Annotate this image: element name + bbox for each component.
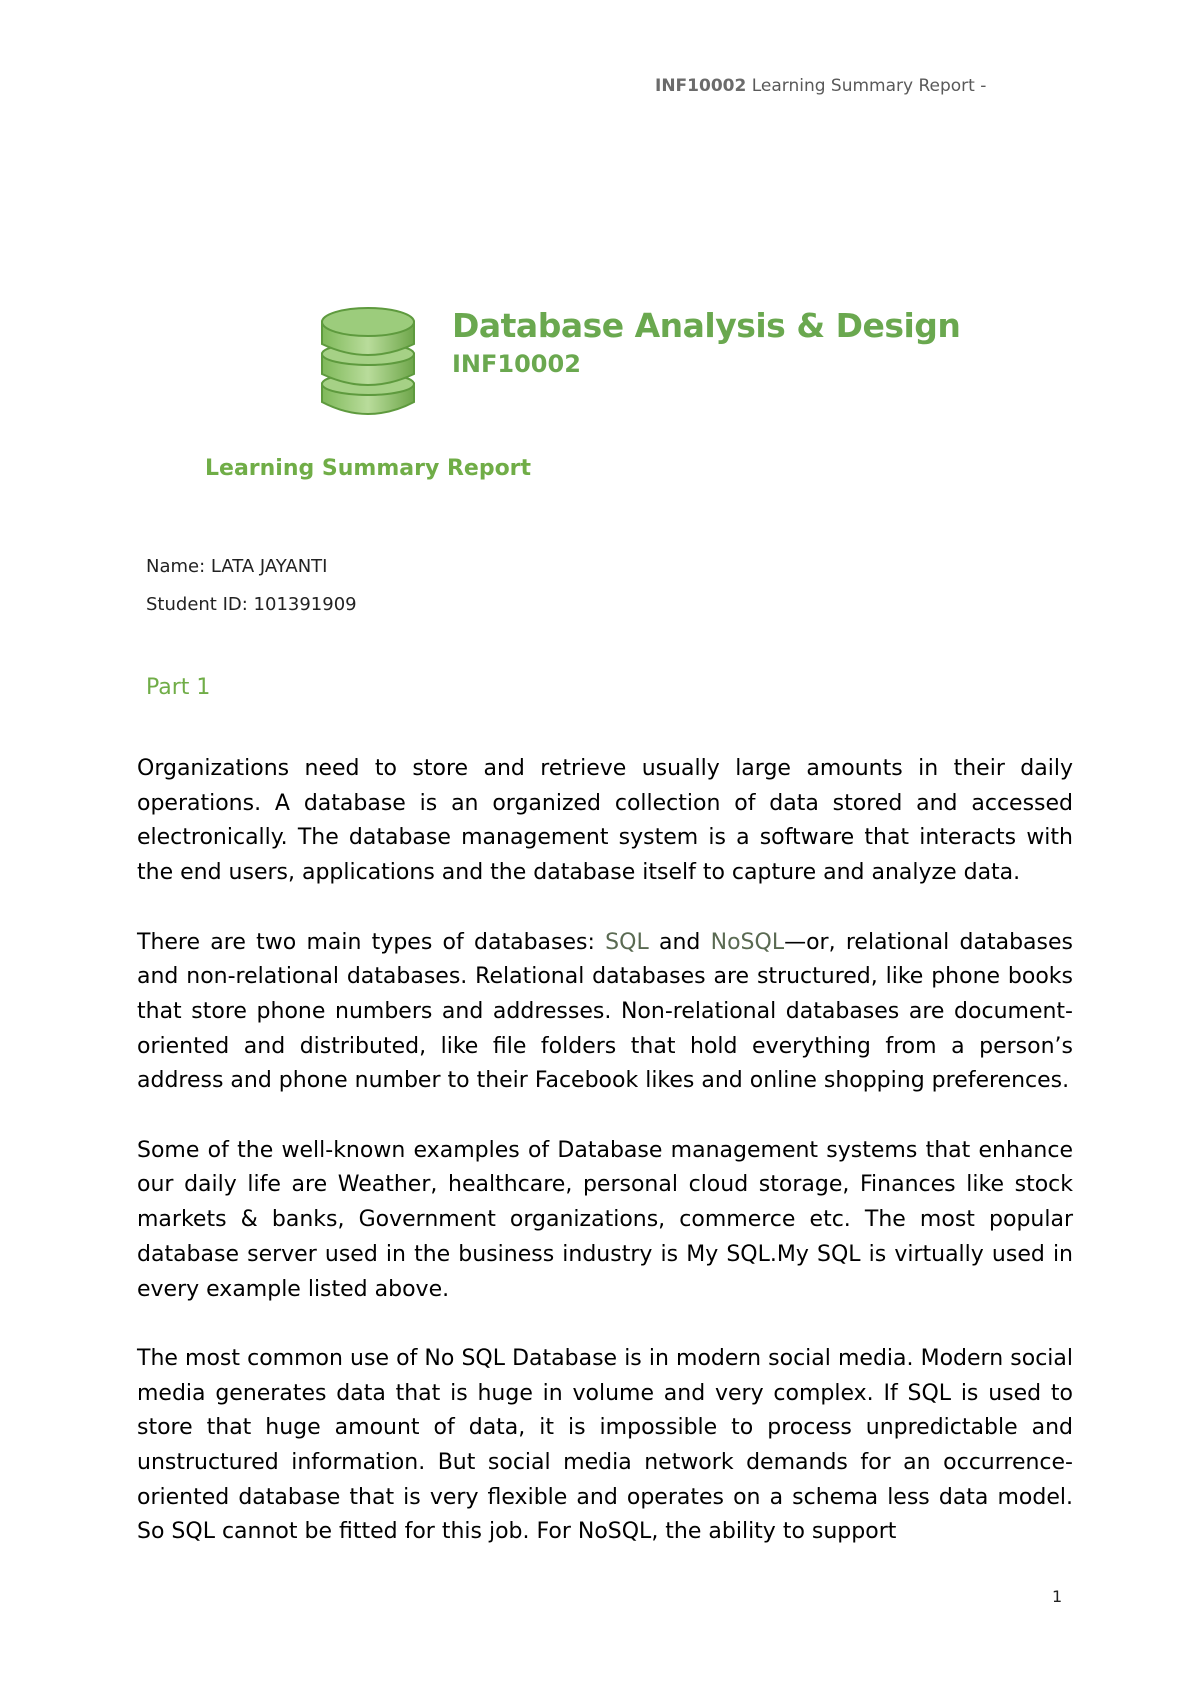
- part-heading: Part 1: [146, 675, 211, 700]
- student-name: Name: LATA JAYANTI: [146, 556, 328, 577]
- paragraph-4: The most common use of No SQL Database is in modern social media. Modern social media generates data that is huge in volume and very complex. If SQL is used to store that huge amount of data, it is impossible to process unpredictable and unstructured information. But social media network demands for an occurrence-oriented database that is very flexible and operates on a schema less data model. So SQL cannot be fitted for this job. For NoSQL, the ability to support: [137, 1345, 1073, 1545]
- paragraph-2-and: and: [648, 929, 711, 955]
- header-title: Learning Summary Report -: [746, 76, 987, 96]
- database-icon: [318, 302, 418, 420]
- student-id: Student ID: 101391909: [146, 594, 357, 615]
- page-header: [655, 76, 986, 96]
- report-title: Learning Summary Report: [205, 456, 532, 481]
- logo-course-code: INF10002: [452, 350, 581, 378]
- header-course-code: INF10002: [655, 76, 747, 96]
- logo-title: Database Analysis & Design: [452, 306, 961, 345]
- page-number: 1: [1052, 1587, 1063, 1606]
- paragraph-2-intro: There are two main types of databases:: [137, 929, 606, 955]
- paragraph-2-rest: —or, relational databases and non-relational databases. Relational databases are structured, like phone books that store phone numbers and addresses. Non-relational databases are document-oriented and distributed, like file folders that hold everything from a person’s address and phone number to their Facebook likes and online shopping preferences.: [137, 929, 1073, 1094]
- paragraph-2: [137, 926, 1073, 1100]
- paragraph-1: Organizations need to store and retrieve usually large amounts in their daily operations. A database is an organized collection of data stored and accessed electronically. The database management system is a software that interacts with the end users, applications and the database itself to capture and analyze data.: [137, 756, 1073, 886]
- body-text: [137, 752, 1073, 1550]
- keyword-sql: SQL: [605, 929, 649, 955]
- keyword-nosql: NoSQL: [710, 929, 785, 955]
- paragraph-3: Some of the well-known examples of Database management systems that enhance our daily life are Weather, healthcare, personal cloud storage, Finances like stock markets & banks, Government organizations, commerce etc. The most popular database server used in the business industry is My SQL.My SQL is virtually used in every example listed above.: [137, 1137, 1073, 1302]
